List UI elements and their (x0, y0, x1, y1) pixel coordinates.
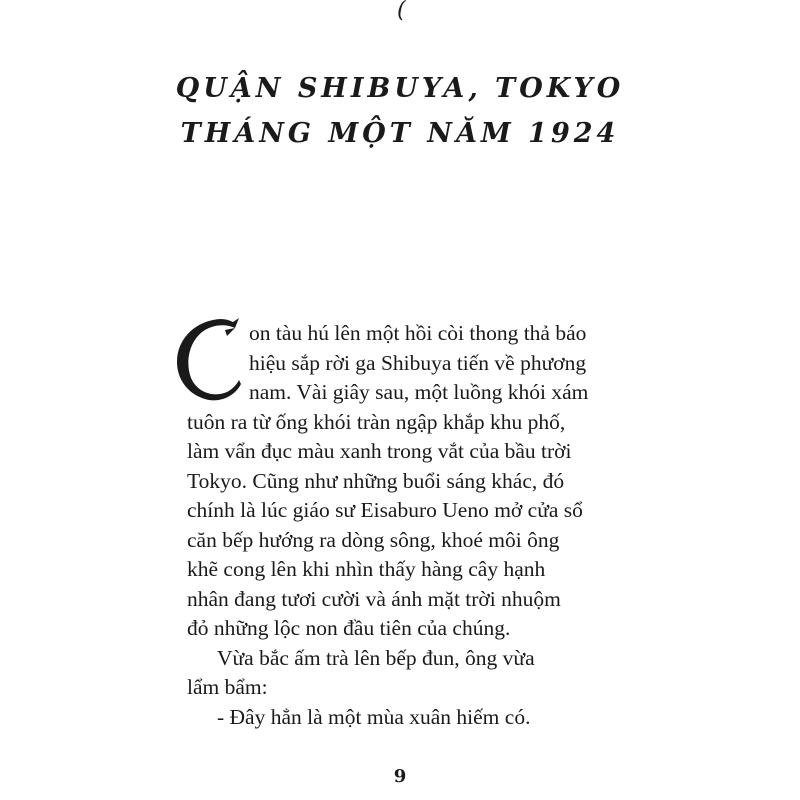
top-ornament: ( (397, 0, 406, 23)
paragraph-line: đỏ những lộc non đầu tiên của chúng. (187, 616, 511, 640)
paragraph-line: hiệu sắp rời ga Shibuya tiến về phương (249, 350, 587, 375)
paragraph-line: nam. Vài giây sau, một luồng khói xám (249, 380, 589, 404)
paragraph-line: làm vẩn đục màu xanh trong vắt của bầu trời (187, 439, 572, 463)
paragraph-line: lẩm bẩm: (187, 675, 268, 699)
chapter-location-heading: QUẬN SHIBUYA, TOKYO (175, 73, 625, 104)
page-number: 9 (393, 766, 407, 787)
paragraph-line: on tàu hú lên một hồi còi thong thả báo (249, 321, 587, 345)
body-text (187, 319, 627, 732)
paragraph-line: căn bếp hướng ra dòng sông, khoé môi ông (187, 527, 560, 552)
chapter-date-heading: THÁNG MỘT NĂM 1924 (180, 118, 620, 149)
dialogue-line: - Đây hẳn là một mùa xuân hiếm có. (217, 704, 531, 729)
paragraph-line: chính là lúc giáo sư Eisaburo Ueno mở cửa sổ (187, 498, 583, 522)
paragraph-line: nhân đang tươi cười và ánh mặt trời nhuộm (187, 586, 561, 611)
paragraph-line: khẽ cong lên khi nhìn thấy hàng cây hạnh (187, 557, 546, 581)
paragraph-line: tuôn ra từ ống khói tràn ngập khắp khu phố, (187, 409, 566, 434)
paragraph-line: Vừa bắc ấm trà lên bếp đun, ông vừa (217, 645, 535, 670)
paragraph-line: Tokyo. Cũng như những buổi sáng khác, đó (187, 468, 565, 493)
